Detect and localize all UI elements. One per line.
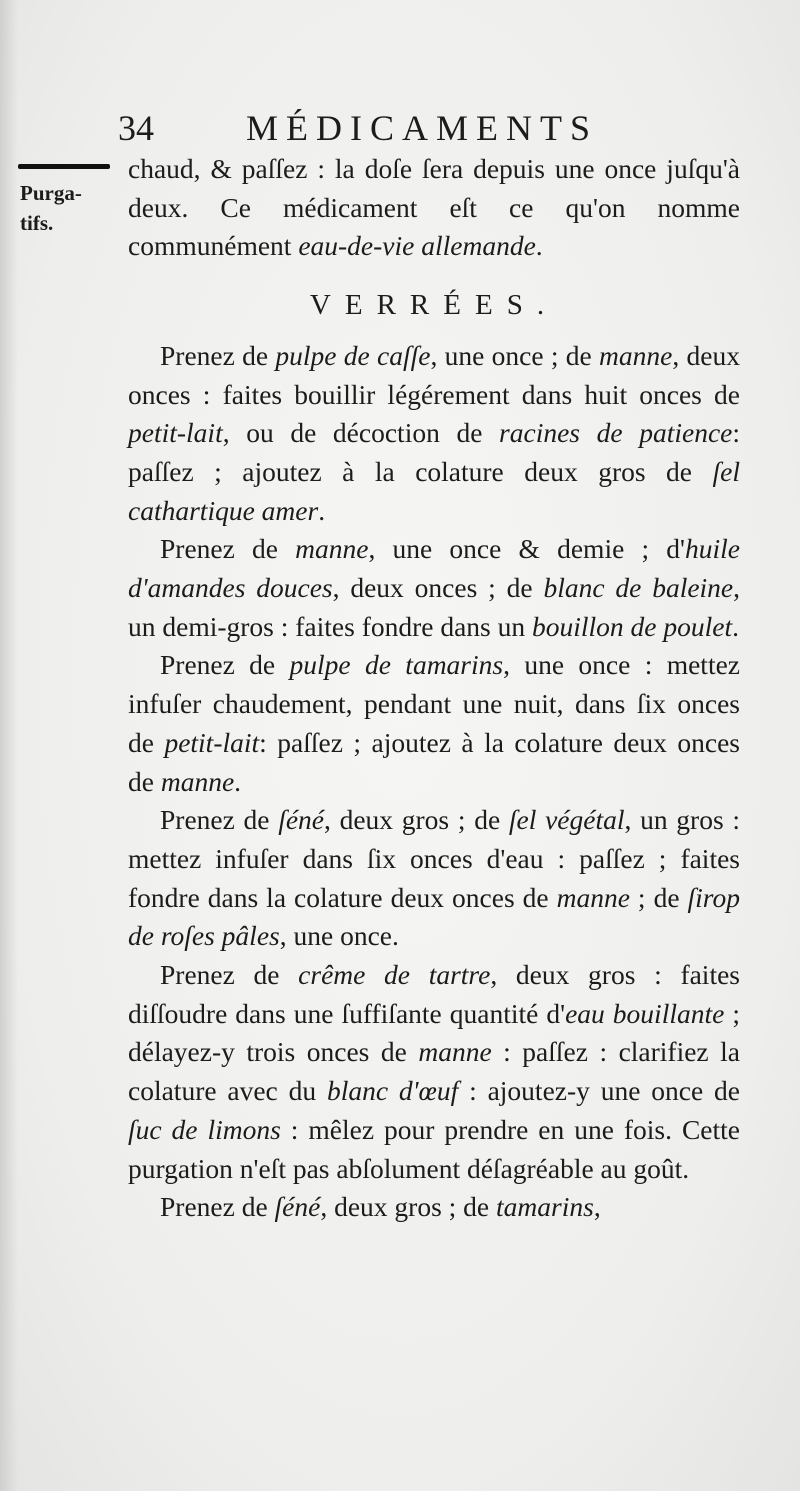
recipe-italic: racines de patience xyxy=(499,417,733,449)
recipe-italic: manne xyxy=(295,533,369,565)
recipe-italic: manne xyxy=(418,1036,492,1068)
margin-note-line-2: tifs. xyxy=(20,211,54,235)
recipe-italic: petit-lait xyxy=(128,417,223,449)
margin-rule xyxy=(18,164,110,169)
recipe-text: Prenez de xyxy=(160,649,290,681)
recipe-text: , une once & demie ; d' xyxy=(368,533,686,565)
recipe-italic: ſéné xyxy=(274,1191,321,1223)
recipe-italic: tamarins xyxy=(496,1191,594,1223)
recipe-text: , une once ; de xyxy=(430,339,600,371)
recipe-text: . xyxy=(318,494,326,526)
running-head: MÉDICAMENTS xyxy=(246,108,599,148)
intro-paragraph xyxy=(128,150,740,266)
recipe-italic: ſuc de limons xyxy=(128,1113,281,1145)
intro-text-2: . xyxy=(535,230,543,262)
margin-note-line-1: Purga- xyxy=(20,181,82,205)
recipe-italic: manne xyxy=(556,881,630,913)
body-text xyxy=(128,150,740,1227)
recipe-text: ; délayez-y trois onces de xyxy=(128,997,740,1068)
recipe-italic: ſirop de roſes pâles xyxy=(128,881,740,952)
recipe-paragraph-4 xyxy=(128,801,740,956)
recipe-text: , deux gros ; de xyxy=(324,804,509,836)
margin-note xyxy=(20,178,100,238)
recipe-italic: eau bouillante xyxy=(565,997,725,1029)
recipe-italic: bouillon de poulet xyxy=(532,610,733,642)
recipe-text: : ajoutez-y une once de xyxy=(458,1075,740,1107)
intro-italic-1: eau-de-vie allemande xyxy=(298,230,536,262)
recipe-text: : paſſez : clarifiez la colature avec du xyxy=(128,1036,740,1107)
recipe-paragraph-2 xyxy=(128,530,740,646)
recipe-text: , deux onces : faites bouillir légérement dans huit onces de xyxy=(128,339,741,410)
recipe-text: , ou de décoction de xyxy=(222,417,500,449)
page-number: 34 xyxy=(118,108,154,148)
recipe-text: , un demi-gros : faites fondre dans un xyxy=(128,572,741,642)
recipe-italic: ſéné xyxy=(278,804,325,836)
recipe-italic: pulpe de tamarins xyxy=(289,649,504,681)
recipe-italic: pulpe de caſſe xyxy=(275,339,431,371)
intro-text-1: chaud, & paſſez : la doſe ſera depuis une once juſqu'à deux. Ce médicament eſt ce qu'on nomme communément xyxy=(128,153,740,262)
recipe-italic: manne xyxy=(160,765,235,797)
recipe-italic: blanc de baleine xyxy=(543,572,734,604)
recipe-text: . xyxy=(732,610,740,642)
recipe-paragraph-5 xyxy=(128,956,740,1188)
recipe-text: . xyxy=(234,765,242,797)
recipe-text: , deux gros ; de xyxy=(320,1191,497,1223)
recipe-text: , un gros : mettez infuſer dans ſix onces d'eau : paſſez ; faites fondre dans la colature deux onces de xyxy=(128,804,740,913)
recipe-paragraph-1 xyxy=(128,337,740,531)
page-gutter-shadow xyxy=(0,0,18,1491)
recipe-text: Prenez de xyxy=(160,959,299,991)
recipe-text: , deux onces ; de xyxy=(332,572,544,604)
section-title: VERRÉES. xyxy=(309,289,559,322)
recipe-text: : mêlez pour prendre en une fois. Cette purgation n'eſt pas abſolument déſagréable au goût. xyxy=(128,1113,740,1184)
recipe-text: : paſſez ; ajoutez à la colature deux onces de xyxy=(128,726,740,797)
recipe-paragraph-3 xyxy=(128,646,740,801)
recipe-italic: huile d'amandes douces xyxy=(128,533,741,604)
recipe-text: Prenez de xyxy=(160,804,279,836)
recipe-text: , xyxy=(593,1191,601,1223)
recipe-italic: blanc d'œuf xyxy=(326,1075,459,1107)
recipe-text: , une once. xyxy=(279,920,399,952)
recipe-text: : paſſez ; ajoutez à la colature deux gros de xyxy=(128,417,741,487)
recipe-text: Prenez de xyxy=(160,533,296,565)
page-header xyxy=(118,105,718,155)
recipe-italic: ſel végétal xyxy=(508,804,625,836)
recipe-text: ; de xyxy=(629,881,688,913)
recipe-text: Prenez de xyxy=(160,339,276,371)
recipe-paragraph-6 xyxy=(128,1188,740,1227)
recipe-text: , deux gros : faites diſſoudre dans une ſuffiſante quantité d' xyxy=(128,959,740,1029)
recipe-italic: ſel cathartique amer xyxy=(128,455,740,526)
recipe-text: , une once : mettez infuſer chaudement, pendant une nuit, dans ſix onces de xyxy=(128,649,740,758)
recipe-italic: manne xyxy=(599,339,673,371)
recipe-italic: petit-lait xyxy=(164,726,260,758)
recipe-italic: crême de tartre xyxy=(298,959,491,991)
recipe-text: Prenez de xyxy=(160,1191,275,1223)
